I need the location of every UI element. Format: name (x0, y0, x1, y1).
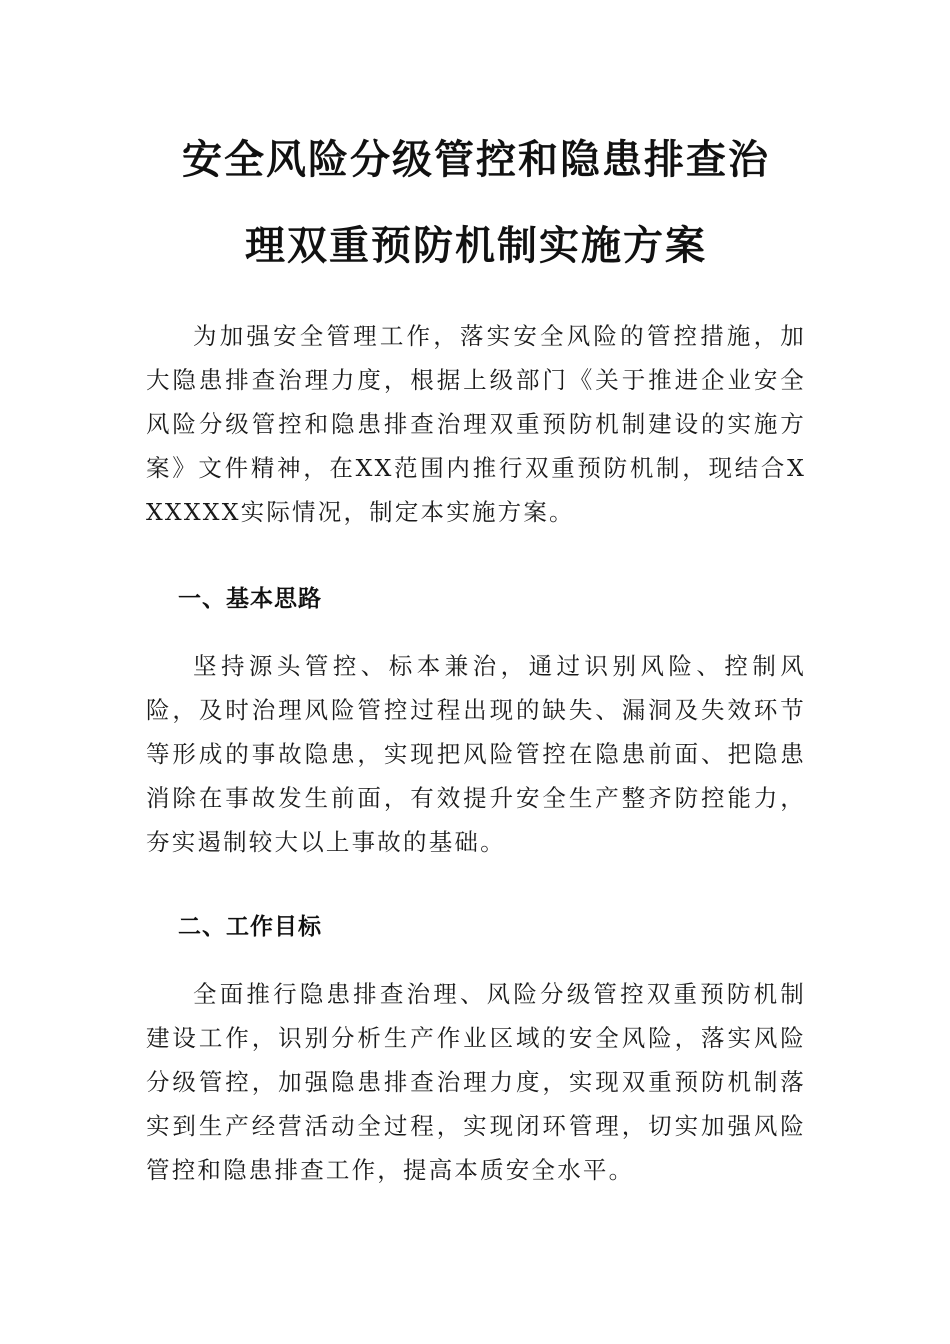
section-body-work-goals: 全面推行隐患排查治理、风险分级管控双重预防机制建设工作，识别分析生产作业区域的安全风险，落实风险分级管控，加强隐患排查治理力度，实现双重预防机制落实到生产经营活动全过程，实现闭环管理，切实加强风险管控和隐患排查工作，提高本质安全水平。 (146, 980, 806, 1184)
intro-paragraph: 为加强安全管理工作，落实安全风险的管控措施，加大隐患排查治理力度，根据上级部门《关于推进企业安全风险分级管控和隐患排查治理双重预防机制建设的实施方案》文件精神，在XX范围内推行双重预防机制，现结合XXXXXX实际情况，制定本实施方案。 (146, 322, 806, 526)
document-title-line-1: 安全风险分级管控和隐患排查治 (182, 137, 770, 183)
section-heading-basic-approach: 一、基本思路 (178, 586, 322, 612)
section-body-basic-approach: 坚持源头管控、标本兼治，通过识别风险、控制风险，及时治理风险管控过程出现的缺失、漏洞及失效环节等形成的事故隐患，实现把风险管控在隐患前面、把隐患消除在事故发生前面，有效提升安全生产整齐防控能力，夯实遏制较大以上事故的基础。 (146, 652, 806, 856)
document-title-line-2: 理双重预防机制实施方案 (245, 223, 707, 269)
section-heading-work-goals: 二、工作目标 (178, 914, 322, 940)
